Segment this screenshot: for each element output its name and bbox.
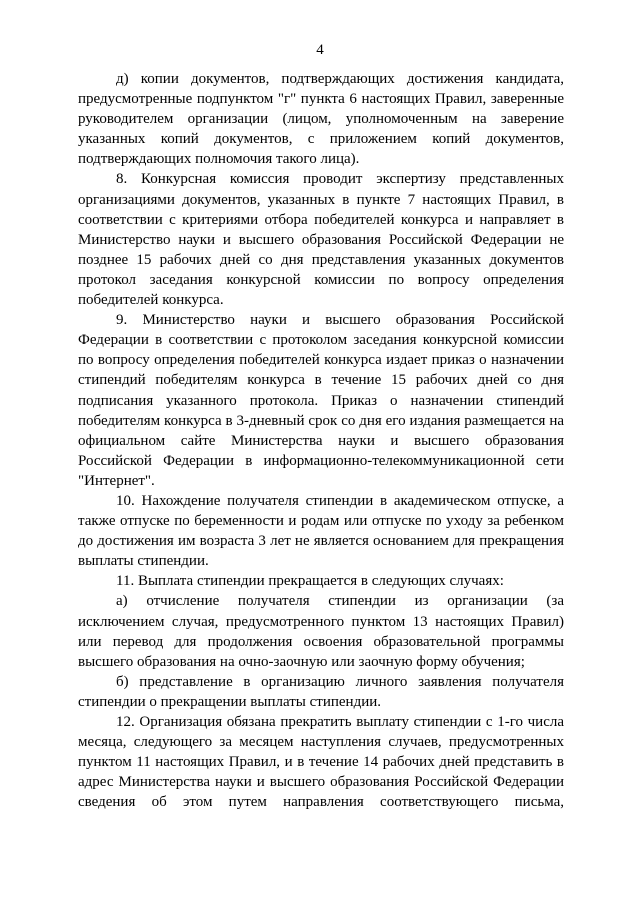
paragraph-12: [78, 712, 564, 812]
text-line: месяца, следующего за месяцем наступления случаев, предусмотренных: [78, 734, 564, 751]
text-line: указанных копий документов, с приложением копий документов,: [78, 131, 564, 148]
text-line: победителям конкурса в 3-дневный срок со дня его издания размещается: [78, 412, 546, 429]
text-line: предусмотренные подпунктом "г" пункта 6 настоящих Правил, заверенные: [78, 91, 564, 108]
text-line: д) копии документов, подтверждающих достижения кандидата,: [116, 71, 564, 87]
paragraph-item-d: [78, 69, 564, 169]
paragraph-item-a: [78, 591, 564, 671]
text-line: 9. Министерство науки и высшего образования Российской: [116, 312, 564, 329]
page-number: 4: [316, 42, 324, 58]
text-line: б) представление в организацию личного заявления получателя: [116, 673, 564, 690]
text-line: 10. Нахождение получателя стипендии в академическом отпуске,: [116, 492, 551, 509]
text-line: обучения;: [461, 653, 525, 670]
paragraph-8: [78, 169, 564, 310]
text-line: пунктом 11 настоящих Правил, и в течение 14 рабочих дней представить: [78, 754, 553, 771]
text-line: Российской Федерации в информационно-телекоммуникационной сети: [78, 452, 564, 469]
text-line: стипендий победителям конкурса в течение 15 рабочих дней со дня: [78, 372, 564, 389]
text-line: подтверждающих полномочия такого лица).: [78, 151, 360, 168]
text-line: 12. Организация обязана прекратить выплату стипендии с 1-го числа: [116, 714, 564, 730]
text-line: на официальном сайте Министерства науки и высшего образования: [78, 412, 564, 449]
text-line: сведения об этом путем направления соответствующего письма,: [78, 794, 564, 811]
text-line: 8. Конкурсная комиссия проводит экспертизу представленных: [116, 171, 564, 188]
text-line: в Министерство науки и высшего образования Российской Федерации: [78, 211, 564, 248]
text-line: в соответствии с критериями отбора победителей конкурса и направляет: [78, 191, 564, 228]
paragraph-9: [78, 310, 564, 491]
paragraph-item-b: [78, 672, 564, 712]
text-line: Правил) или перевод для продолжения освоения образовательной: [78, 613, 564, 650]
paragraph-10: [78, 491, 564, 571]
text-line: "Интернет".: [78, 472, 155, 489]
text-line: 11. Выплата стипендии прекращается в следующих случаях:: [116, 573, 504, 590]
text-line: организациями документов, указанных в пункте 7 настоящих Правил,: [78, 191, 550, 208]
text-line: по вопросу определения победителей конкурса издает приказ о назначении: [78, 352, 564, 369]
text-line: стипендии о прекращении выплаты стипендии.: [78, 693, 382, 710]
text-line: руководителем организации (лицом, уполномоченным на заверение: [78, 111, 564, 128]
text-line: подписания указанного протокола. Приказ о назначении стипендий: [78, 392, 564, 409]
text-line: Федерации в соответствии с протоколом заседания конкурсной комиссии: [78, 332, 564, 349]
text-line: победителей конкурса.: [78, 292, 224, 309]
text-line: в адрес Министерства науки и высшего образования Российской Федерации: [78, 754, 564, 791]
text-line: для прекращения выплаты стипендии.: [78, 533, 565, 570]
text-line: протокол заседания конкурсной комиссии по вопросу определения: [78, 271, 564, 288]
document-body: [78, 69, 564, 812]
text-line: (за исключением случая, предусмотренного пунктом 13 настоящих: [78, 593, 564, 630]
text-line: программы высшего образования на очно-заочную или заочную форму: [78, 633, 564, 670]
text-line: за ребенком до достижения им возраста 3 лет не является основанием: [78, 513, 565, 550]
text-line: не позднее 15 рабочих дней со дня представления указанных документов: [78, 231, 564, 268]
text-line: а также отпуске по беременности и родам или отпуске по уходу: [78, 492, 565, 530]
text-line: а) отчисление получателя стипендии из организации: [116, 593, 528, 610]
paragraph-11: [78, 571, 564, 591]
